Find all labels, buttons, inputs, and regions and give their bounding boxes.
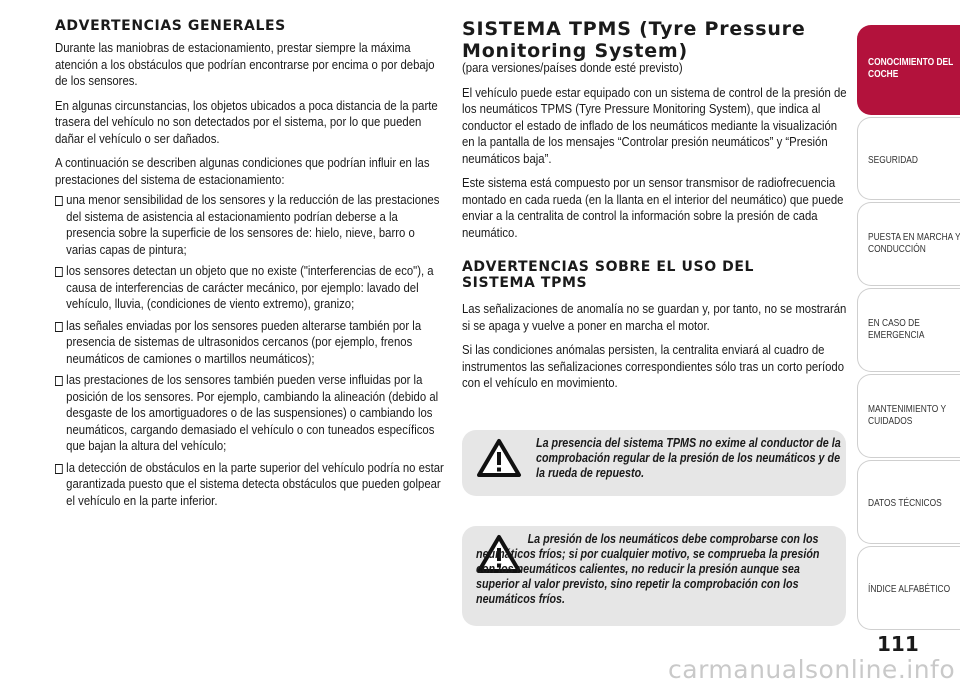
warning-box [462,430,846,496]
tab-seguridad[interactable]: SEGURIDAD [857,117,960,200]
checkbox-bullet-icon [55,464,63,474]
tab-puesta-en-marcha[interactable]: PUESTA EN MARCHA Y CONDUCCIÓN [857,202,960,286]
checkbox-bullet-icon [55,376,63,386]
list-item: las señales enviadas por los sensores pueden alterarse también por la presencia de sistemas de ultrasonidos cercanos (por ejemplo, frenos neumáticos de camiones o martillos neumáticos); [55,318,447,368]
paragraph: Este sistema está compuesto por un sensor transmisor de radiofrecuencia montado en cada rueda (en la llanta en el interior del neumático) que puede enviar a la centralita de control la información sobre la presión de cada neumático. [462,175,844,240]
list-item: una menor sensibilidad de los sensores y la reducción de las prestaciones del sistema de asistencia al estacionamiento podrían deberse a la presencia sobre la superficie de los sensores de: hielo, nieve, barro o varias capas de pintura; [55,192,447,258]
tab-indice-alfabetico[interactable]: ÍNDICE ALFABÉTICO [857,546,960,630]
paragraph: En algunas circunstancias, los objetos ubicados a poca distancia de la parte trasera del vehículo no son detectados por el sistema, por lo que pueden dañar el vehículo o ser dañados. [55,97,438,146]
watermark: carmanualsonline.info [668,655,956,684]
section-heading-tpms-warnings: ADVERTENCIAS SOBRE EL USO DEL SISTEMA TPMS [462,259,755,291]
list-item: la detección de obstáculos en la parte superior del vehículo podría no estar garantizada puesto que el sistema detecta obstáculos que pueden golpear el vehículo en la parte inferior. [55,460,447,510]
checkbox-bullet-icon [55,196,63,206]
subtitle: (para versiones/países donde esté previsto) [462,60,683,75]
checkbox-bullet-icon [55,322,63,332]
left-column [55,18,443,514]
list-item: los sensores detectan un objeto que no existe ("interferencias de eco"), a causa de interferencias de carácter mecánico, por ejemplo: lavado del vehículo, lluvia, (condiciones de viento extremo), granizo; [55,263,447,313]
paragraph: Durante las maniobras de estacionamiento, prestar siempre la máxima atención a los obstáculos que podrían encontrarse por encima o por debajo de los sensores. [55,40,435,88]
tab-en-caso-de-emergencia[interactable]: EN CASO DE EMERGENCIA [857,288,960,372]
warning-box [462,526,846,626]
paragraph: A continuación se describen algunas condiciones que podrían influir en las prestaciones del sistema de estacionamiento: [55,155,430,187]
tab-datos-tecnicos[interactable]: DATOS TÉCNICOS [857,460,960,544]
checkbox-bullet-icon [55,267,63,277]
section-title-tpms: SISTEMA TPMS (Tyre Pressure Monitoring System) [462,18,806,62]
section-heading-general-warnings: ADVERTENCIAS GENERALES [55,18,286,34]
middle-column [462,18,848,392]
paragraph: Si las condiciones anómalas persisten, la centralita enviará al cuadro de instrumentos las señalizaciones correspondientes sólo tras un corto período con el vehículo en movimiento. [462,342,845,390]
warning-text: La presencia del sistema TPMS no exime al conductor de la comprobación regular de la presión de los neumáticos y de la rueda de repuesto. [536,436,841,480]
tab-conocimiento-del-coche[interactable]: CONOCIMIENTO DEL COCHE [857,25,960,115]
page-number: 111 [877,632,919,656]
paragraph: Las señalizaciones de anomalía no se guardan y, por tanto, no se mostrarán si se apaga y vuelve a poner en marcha el motor. [462,301,847,333]
tab-mantenimiento[interactable]: MANTENIMIENTO Y CUIDADOS [857,374,960,458]
bullet-list [55,192,443,509]
paragraph: El vehículo puede estar equipado con un sistema de control de la presión de los neumáticos TPMS (Tyre Pressure Monitoring System), que indica al conductor el estado de inflado de los neumáticos mediante la visualización en la pantalla de los mensajes “Controlar presión neumáticos” y “Presión neumáticos baja”. [462,84,847,166]
warning-triangle-icon [476,438,522,478]
list-item: las prestaciones de los sensores también pueden verse influidas por la posición de los sensores. Por ejemplo, cambiando la alineación (debido al desgaste de los amortiguadores o de las suspensiones) o cambiando los neumáticos, cargando demasiado el vehículo o con tuneados específicos que bajan la altura del vehículo; [55,372,447,455]
warning-text: La presión de los neumáticos debe comprobarse con los neumáticos fríos; si por cualquier motivo, se comprueba la presión con los neumáticos calientes, no reducir la presión aunque sea superior al valor previsto, sino repetir la comprobación con los neumáticos fríos. [476,532,820,606]
